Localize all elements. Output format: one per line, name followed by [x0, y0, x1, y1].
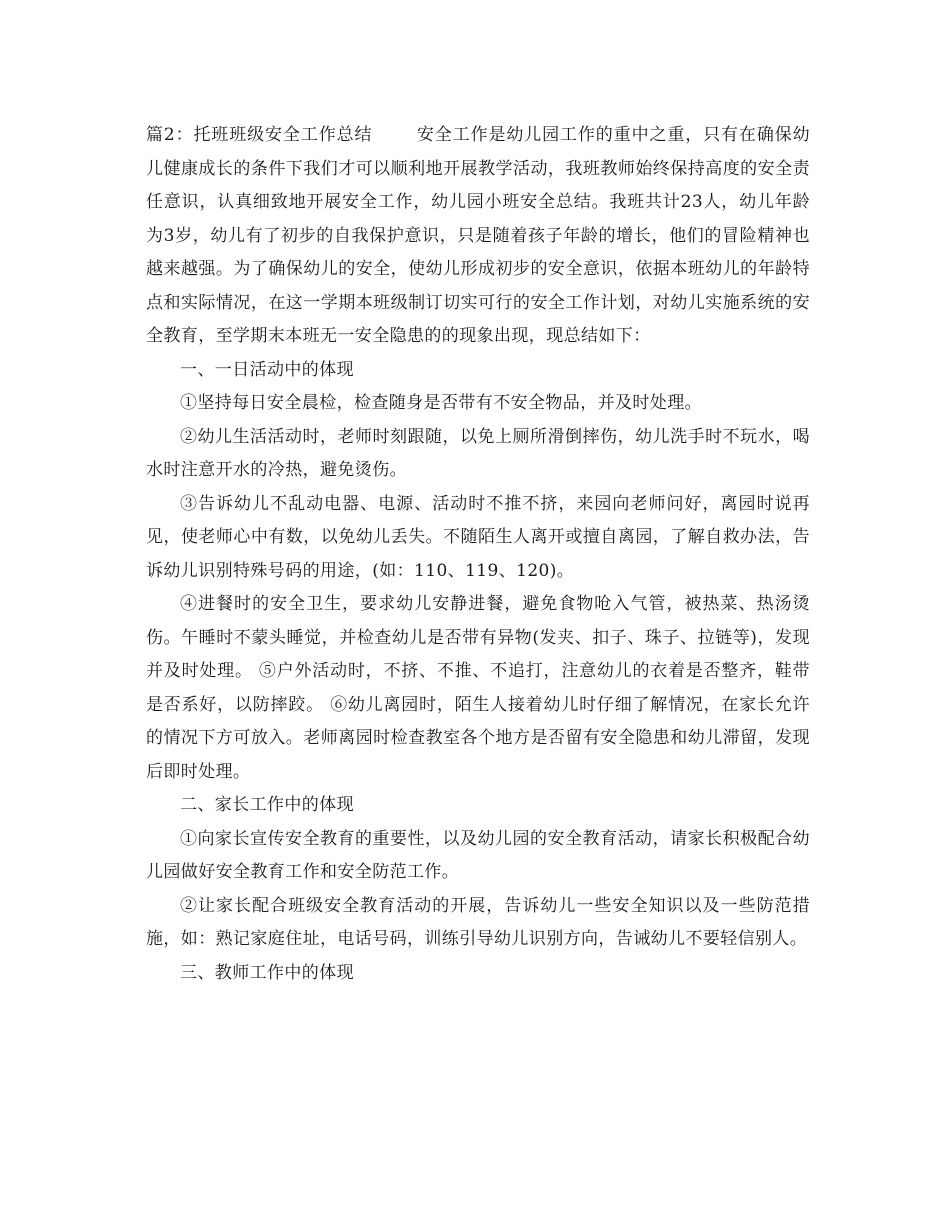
paragraph-morning-check: ①坚持每日安全晨检，检查随身是否带有不安全物品，并及时处理。 [180, 393, 702, 413]
section-heading-parent-work: 二、家长工作中的体现 [180, 795, 354, 815]
paragraph-parent-promotion: ①向家长宣传安全教育的重要性，以及幼儿园的安全教育活动，请家长积极配合幼儿园做好安全教育工作和安全防范工作。 [146, 828, 810, 882]
section-heading-teacher-work: 三、教师工作中的体现 [180, 962, 354, 983]
paragraph-meal-nap-outdoor: ④进餐时的安全卫生，要求幼儿安静进餐，避免食物呛入气管，被热菜、热汤烫伤。午睡时不蒙头睡觉，并检查幼儿是否带有异物(发夹、扣子、珠子、拉链等)，发现并及时处理。 ⑤户外活动时，不挤、不推、不追打，注意幼儿的衣着是否整齐，鞋带是否系好，以防摔跤。 ⑥幼儿离园时，陌生人接着幼儿时仔细了解情况，在家长允许的情况下方可放入。老师离园时检查教室各个地方是否留有安全隐患和幼儿滞留，发现后即时处理。 [146, 594, 810, 782]
intro-text: 安全工作是幼儿园工作的重中之重，只有在确保幼儿健康成长的条件下我们才可以顺利地开展教学活动，我班教师始终保持高度的安全责任意识，认真细致地开展安全工作，幼儿园小班安全总结。我班共计23人，幼儿年龄为3岁，幼儿有了初步的自我保护意识，只是随着孩子年龄的增长，他们的冒险精神也越来越强。为了确保幼儿的安全，使幼儿形成初步的安全意识，依据本班幼儿的年龄特点和实际情况，在这一学期本班级制订切实可行的安全工作计划，对幼儿实施系统的安全教育，至学期末本班无一安全隐患的的现象出现，现总结如下： [146, 125, 810, 346]
paragraph-parent-cooperation: ②让家长配合班级安全教育活动的开展，告诉幼儿一些安全知识以及一些防范措施，如：熟记家庭住址，电话号码，训练引导幼儿识别方向，告诫幼儿不要轻信别人。 [146, 895, 810, 949]
document-title: 篇2：托班班级安全工作总结 [146, 125, 373, 145]
section-heading-daily-activities: 一、一日活动中的体现 [180, 359, 354, 380]
document-page [146, 119, 810, 990]
paragraph-electrical-safety: ③告诉幼儿不乱动电器、电源、活动时不推不挤，来园向老师问好，离园时说再见，使老师心中有数，以免幼儿丢失。不随陌生人离开或擅自离园，了解自救办法，告诉幼儿识别特殊号码的用途，(如：110、119、120)。 [146, 493, 810, 581]
paragraph-daily-life: ②幼儿生活活动时，老师时刻跟随，以免上厕所滑倒摔伤，幼儿洗手时不玩水，喝水时注意开水的冷热，避免烫伤。 [146, 426, 810, 480]
intro-paragraph [146, 119, 810, 354]
